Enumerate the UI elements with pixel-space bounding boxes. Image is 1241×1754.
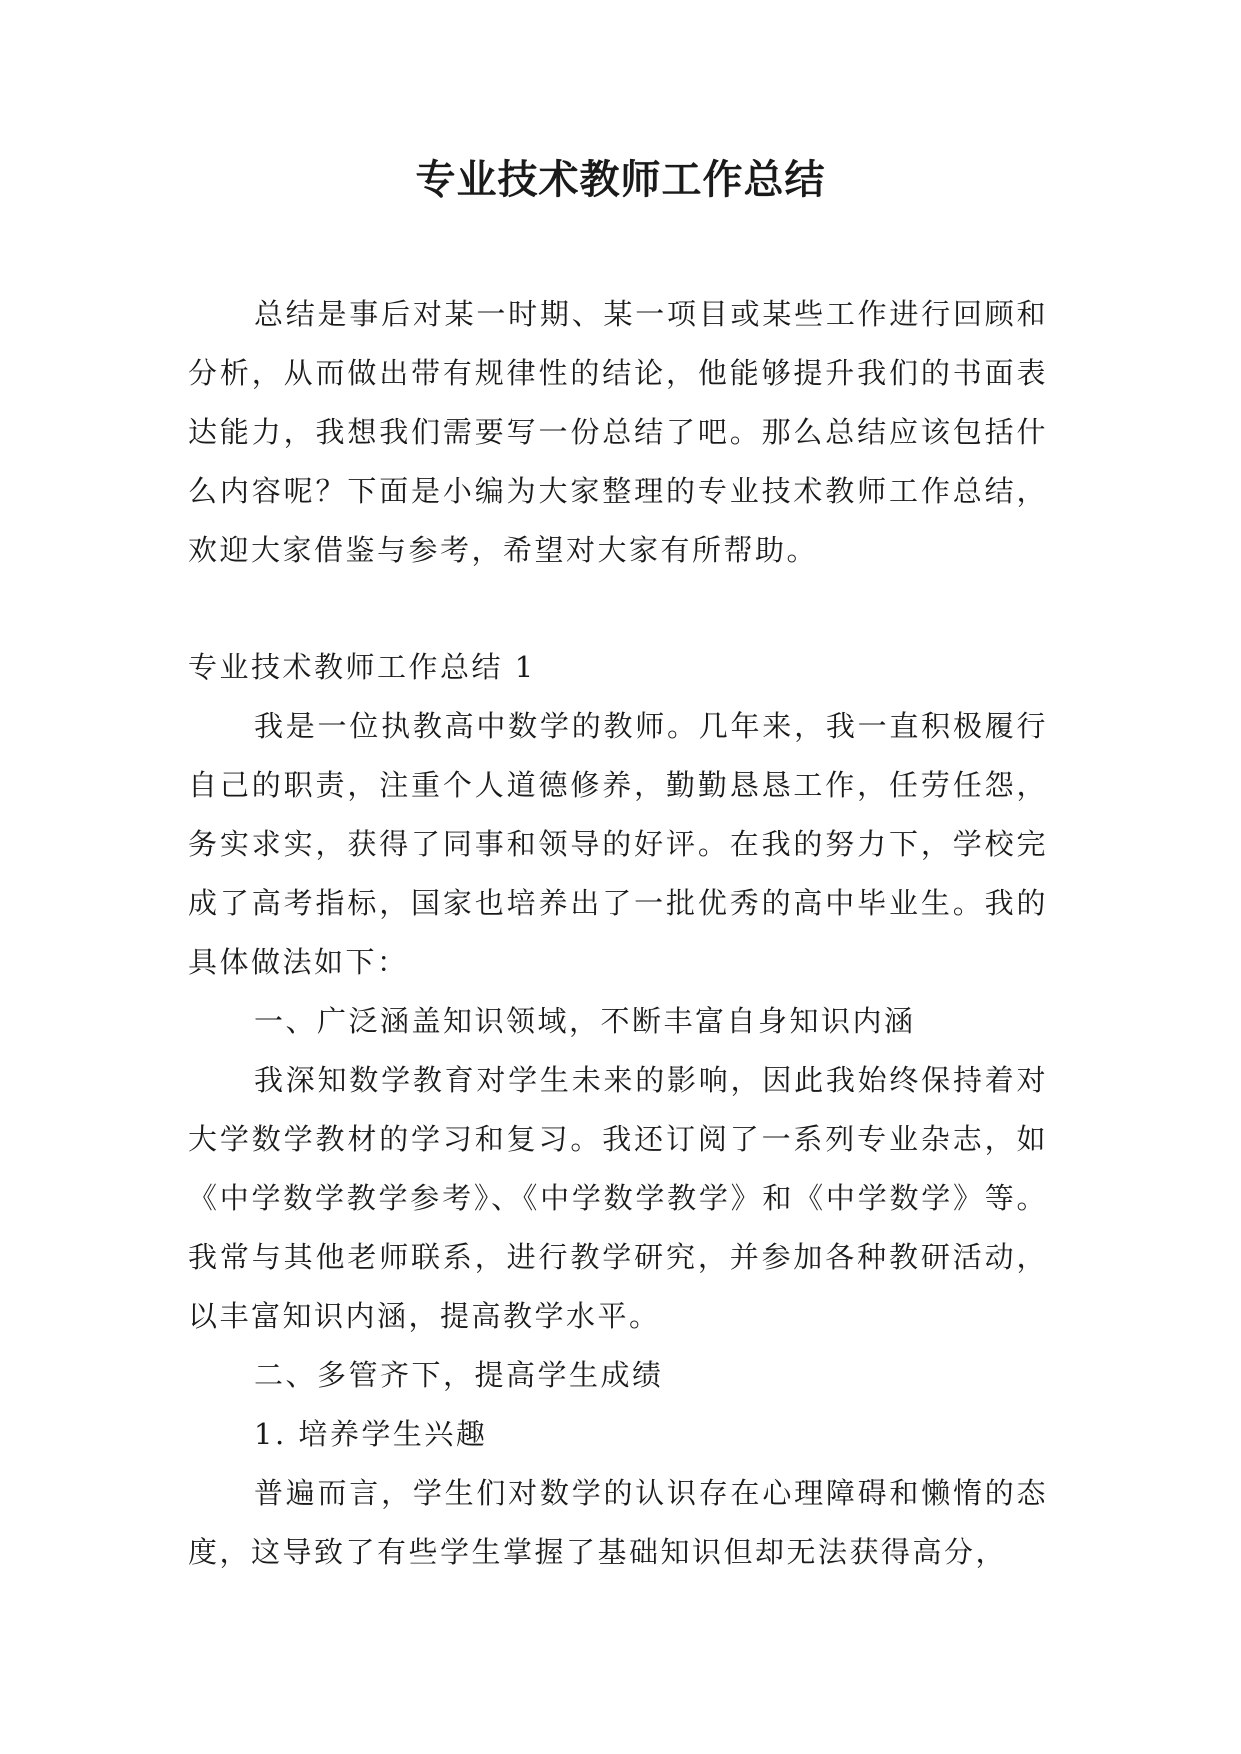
list-item-cultivate-interest: 1. 培养学生兴趣 [254,1417,488,1451]
subheading-breadth-of-knowledge: 一、广泛涵盖知识领域，不断丰富自身知识内涵 [254,1004,916,1038]
body-paragraph: 普遍而言，学生们对数学的认识存在心理障碍和懒惰的态度，这导致了有些学生掌握了基础知识但却无法获得高分， [188,1476,1048,1569]
intro-paragraph: 总结是事后对某一时期、某一项目或某些工作进行回顾和分析，从而做出带有规律性的结论，他能够提升我们的书面表达能力，我想我们需要写一份总结了吧。那么总结应该包括什么内容呢？下面是小编为大家整理的专业技术教师工作总结，欢迎大家借鉴与参考，希望对大家有所帮助。 [188,297,1048,567]
subheading-improve-scores: 二、多管齐下，提高学生成绩 [254,1358,664,1392]
section-heading: 专业技术教师工作总结 1 [188,650,536,684]
section-1 [188,638,1048,1582]
body-paragraph: 我是一位执教高中数学的教师。几年来，我一直积极履行自己的职责，注重个人道德修养，勤勤恳恳工作，任劳任怨，务实求实，获得了同事和领导的好评。在我的努力下，学校完成了高考指标，国家也培养出了一批优秀的高中毕业生。我的具体做法如下： [188,709,1048,979]
body-paragraph: 我深知数学教育对学生未来的影响，因此我始终保持着对大学数学教材的学习和复习。我还订阅了一系列专业杂志，如《中学数学教学参考》、《中学数学教学》和《中学数学》等。我常与其他老师联系，进行教学研究，并参加各种教研活动，以丰富知识内涵，提高教学水平。 [188,1063,1048,1333]
document-title: 专业技术教师工作总结 [415,156,826,203]
